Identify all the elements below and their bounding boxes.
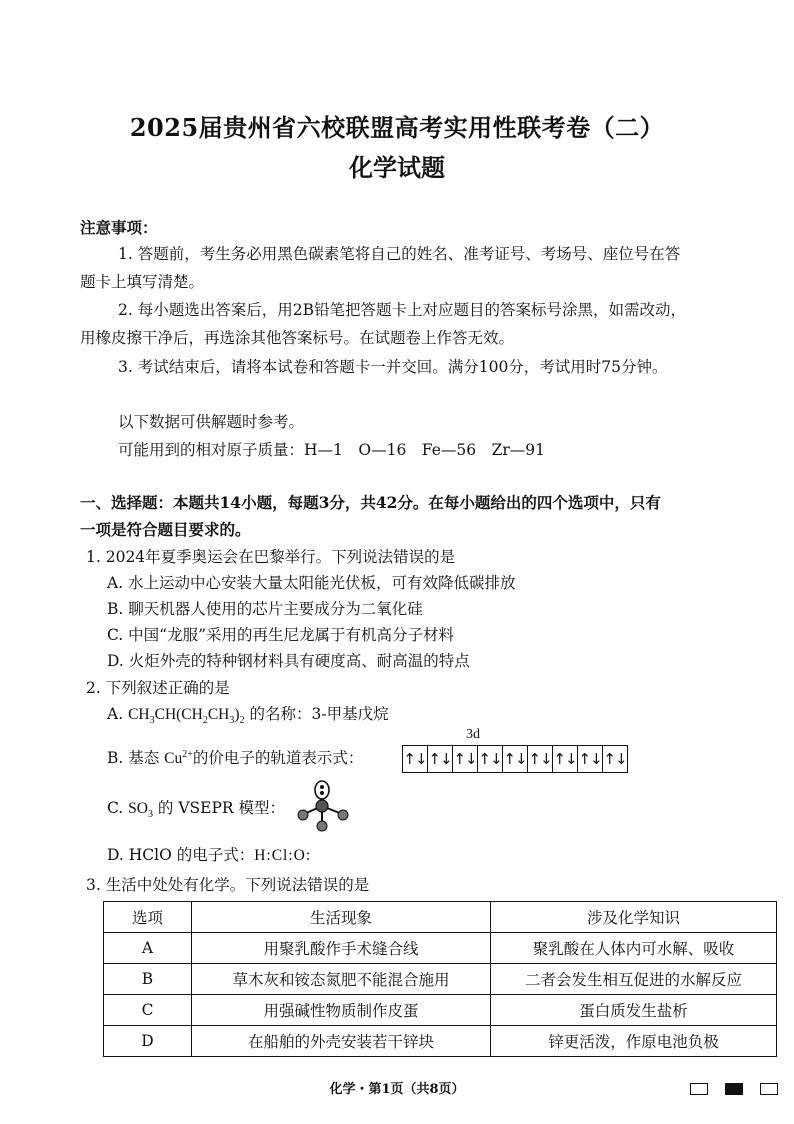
orbital-box: ↑↓ [453,746,478,772]
table-header-row [104,902,777,933]
notice-item-3: 3. 考试结束后，请将本试卷和答题卡一并交回。满分100分，考试用时75分钟。 [118,358,668,376]
table-row [104,1026,777,1057]
orbital-box: ↑↓ [603,750,627,768]
table-row [104,964,777,995]
notice-item-1-line-1: 1. 答题前，考生务必用黑色碳素笔将自己的姓名、准考证号、考场号、座位号在答 [118,245,681,263]
orbital-diagram [402,745,628,773]
table-cell: B [104,964,192,995]
registration-mark [690,1083,708,1095]
table-cell: 聚乳酸在人体内可水解、吸收 [491,933,777,964]
table-cell: 在船舶的外壳安装若干锌块 [192,1026,491,1057]
q2-option-d-prefix: D. HClO 的电子式： [107,846,255,864]
q2-option-b-prefix: B. 基态 [107,749,165,767]
section-1-line-1: 一、选择题：本题共14小题，每题3分，共42分。在每小题给出的四个选项中，只有 [80,493,661,512]
q2-option-a-prefix: A. [107,705,129,723]
q2-option-c-formula: $SO_3$ [128,800,153,821]
orbital-box: ↑↓ [553,746,578,772]
q2-option-c [107,798,285,819]
q2-option-b [107,748,363,769]
exam-title: 2025届贵州省六校联盟高考实用性联考卷（二） [129,113,665,142]
orbital-label-3d: 3d [466,727,480,742]
q1-option-c: C. 中国“龙服”采用的再生尼龙属于有机高分子材料 [107,626,455,644]
table-cell: 二者会发生相互促进的水解反应 [491,964,777,995]
table-cell: C [104,995,192,1026]
notice-item-1-line-2: 题卡上填写清楚。 [80,273,205,291]
q1-option-b: B. 聊天机器人使用的芯片主要成分为二氧化硅 [107,600,423,618]
reference-line-2: 可能用到的相对原子质量：H—1 O—16 Fe—56 Zr—91 [118,441,546,459]
table-row [104,933,777,964]
q3-stem: 3. 生活中处处有化学。下列说法错误的是 [86,876,370,894]
orbital-box: ↑↓ [428,746,453,772]
orbital-box: ↑↓ [503,746,528,772]
q3-table [103,901,777,1057]
registration-mark [760,1083,778,1095]
table-row [104,995,777,1026]
q2-option-d [107,845,311,866]
q1-option-a: A. 水上运动中心安装大量太阳能光伏板，可有效降低碳排放 [107,574,516,592]
page-footer: 化学・第1页（共8页） [329,1082,465,1097]
q2-option-a [107,704,389,725]
notice-item-2-line-1: 2. 每小题选出答案后，用2B铅笔把答题卡上对应题目的答案标号涂黑，如需改动， [118,301,686,319]
table-header-cell: 选项 [104,902,192,933]
q1-option-d: D. 火炬外壳的特种钢材料具有硬度高、耐高温的特点 [107,652,470,670]
orbital-box: ↑↓ [578,746,603,772]
q2-option-b-suffix: 的价电子的轨道表示式： [192,749,364,767]
vsepr-model-diagram [292,780,356,834]
section-1-line-2: 一项是符合题目要求的。 [80,520,251,539]
table-cell: A [104,933,192,964]
table-cell: D [104,1026,192,1057]
registration-mark [725,1083,743,1095]
q2-stem: 2. 下列叙述正确的是 [86,679,230,697]
q2-option-a-suffix: 的名称：3-甲基戊烷 [244,705,389,723]
orbital-box: ↑↓ [528,746,553,772]
q2-option-c-suffix: 的 VSEPR 模型： [153,799,286,817]
table-cell: 草木灰和铵态氮肥不能混合施用 [192,964,491,995]
table-cell: 用强碱性物质制作皮蛋 [192,995,491,1026]
table-header-cell: 涉及化学知识 [491,902,777,933]
q2-option-a-formula: $CH_3CH(CH_2CH_3)_2$ [128,706,245,727]
notice-item-2-line-2: 用橡皮擦干净后，再选涂其他答案标号。在试题卷上作答无效。 [80,329,515,347]
q2-option-b-ion: $Cu^{2+}$ [164,748,193,767]
table-header-cell: 生活现象 [192,902,491,933]
exam-subtitle: 化学试题 [349,153,445,182]
orbital-box: ↑↓ [403,746,428,772]
reference-line-1: 以下数据可供解题时参考。 [118,413,305,431]
q2-option-d-formula: H:Cl:O: [254,847,312,864]
orbital-box: ↑↓ [478,746,503,772]
table-cell: 锌更活泼，作原电池负极 [491,1026,777,1057]
table-cell: 蛋白质发生盐析 [491,995,777,1026]
table-cell: 用聚乳酸作手术缝合线 [192,933,491,964]
notice-heading: 注意事项： [80,218,158,237]
q1-stem: 1. 2024年夏季奥运会在巴黎举行。下列说法错误的是 [86,548,456,566]
q2-option-c-prefix: C. [107,799,129,817]
